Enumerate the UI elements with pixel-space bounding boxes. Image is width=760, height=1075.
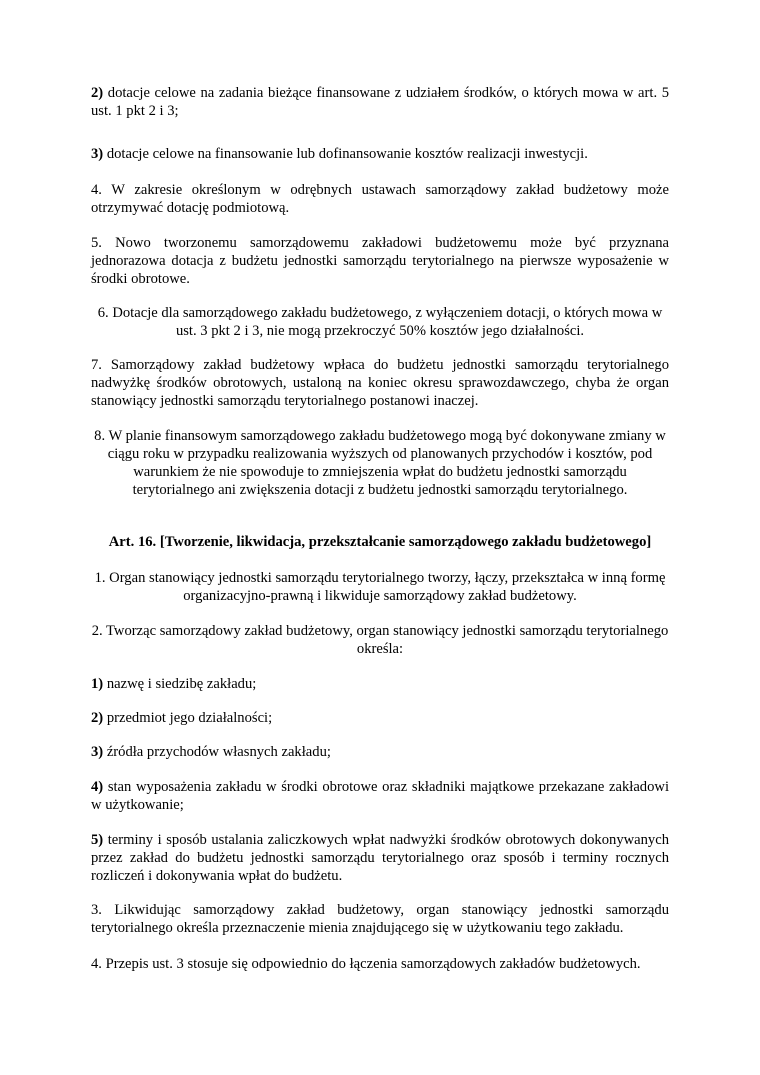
item-number: 3) <box>91 744 104 760</box>
item-text: stan wyposażenia zakładu w środki obrotowe oraz składniki majątkowe przekazane zakładowi w użytkowanie; <box>91 779 669 813</box>
paragraph-art16-ust2: 2. Tworząc samorządowy zakład budżetowy, organ stanowiący jednostki samorządu terytorialnego określa: <box>91 623 669 657</box>
item-text: nazwę i siedzibę zakładu; <box>103 676 257 692</box>
item-text: terminy i sposób ustalania zaliczkowych wpłat nadwyżki środków obrotowych dokonywanych przez zakład do budżetu jednostki samorządu terytorialnego oraz sposób i terminy rocznych rozliczeń i dokonywania wpłat do budżetu. <box>91 832 669 884</box>
list-item <box>91 709 669 727</box>
paragraph-art16-ust4: 4. Przepis ust. 3 stosuje się odpowiednio do łączenia samorządowych zakładów budżetowych. <box>91 956 641 972</box>
list-item <box>91 778 669 814</box>
list-item <box>91 743 669 761</box>
paragraph-art15-pkt3 <box>91 145 669 163</box>
list-item <box>91 831 669 885</box>
item-number: 2) <box>91 710 104 726</box>
paragraph-art15-ust6: 6. Dotacje dla samorządowego zakładu budżetowego, z wyłączeniem dotacji, o których mowa w ust. 3 pkt 2 i 3, nie mogą przekroczyć 50% kosztów jego działalności. <box>97 305 663 339</box>
paragraph-art15-ust7: 7. Samorządowy zakład budżetowy wpłaca do budżetu jednostki samorządu terytorialnego nadwyżkę środków obrotowych, ustaloną na koniec okresu sprawozdawczego, chyba że organ stanowiący jednostki samorządu terytorialnego postanowi inaczej. <box>91 357 669 409</box>
item-text: dotacje celowe na finansowanie lub dofinansowanie kosztów realizacji inwestycji. <box>103 146 588 162</box>
item-text: źródła przychodów własnych zakładu; <box>103 744 331 760</box>
item-text: dotacje celowe na zadania bieżące finansowane z udziałem środków, o których mowa w art. 5 ust. 1 pkt 2 i 3; <box>91 85 669 119</box>
paragraph-art16-ust1: 1. Organ stanowiący jednostki samorządu terytorialnego tworzy, łączy, przekształca w inną formę organizacyjno-prawną i likwiduje samorządowy zakład budżetowy. <box>94 570 666 604</box>
paragraph-art15-ust4: 4. W zakresie określonym w odrębnych ustawach samorządowy zakład budżetowy może otrzymywać dotację podmiotową. <box>91 182 669 216</box>
item-number: 1) <box>91 676 104 692</box>
paragraph-art16-ust3: 3. Likwidując samorządowy zakład budżetowy, organ stanowiący jednostki samorządu terytorialnego określa przeznaczenie mienia znajdującego się w użytkowaniu tego zakładu. <box>91 902 669 936</box>
list-item <box>91 675 669 693</box>
article-heading: Art. 16. [Tworzenie, likwidacja, przekształcanie samorządowego zakładu budżetowego] <box>108 534 652 550</box>
item-text: przedmiot jego działalności; <box>103 710 273 726</box>
paragraph-art15-ust8: 8. W planie finansowym samorządowego zakładu budżetowego mogą być dokonywane zmiany w ciągu roku w przypadku realizowania wyższych od planowanych przychodów i kosztów, pod warunkiem że nie spowoduje to zmniejszenia wpłat do budżetu jednostki samorządu terytorialnego ani zwiększenia dotacji z budżetu jednostki samorządu terytorialnego. <box>94 428 666 498</box>
item-number: 5) <box>91 832 104 848</box>
item-number: 4) <box>91 779 104 795</box>
paragraph-art15-pkt2 <box>91 84 669 120</box>
item-number: 3) <box>91 146 104 162</box>
item-number: 2) <box>91 85 104 101</box>
paragraph-art15-ust5: 5. Nowo tworzonemu samorządowemu zakładowi budżetowemu może być przyznana jednorazowa dotacja z budżetu jednostki samorządu terytorialnego na pierwsze wyposażenie w środki obrotowe. <box>91 235 669 287</box>
